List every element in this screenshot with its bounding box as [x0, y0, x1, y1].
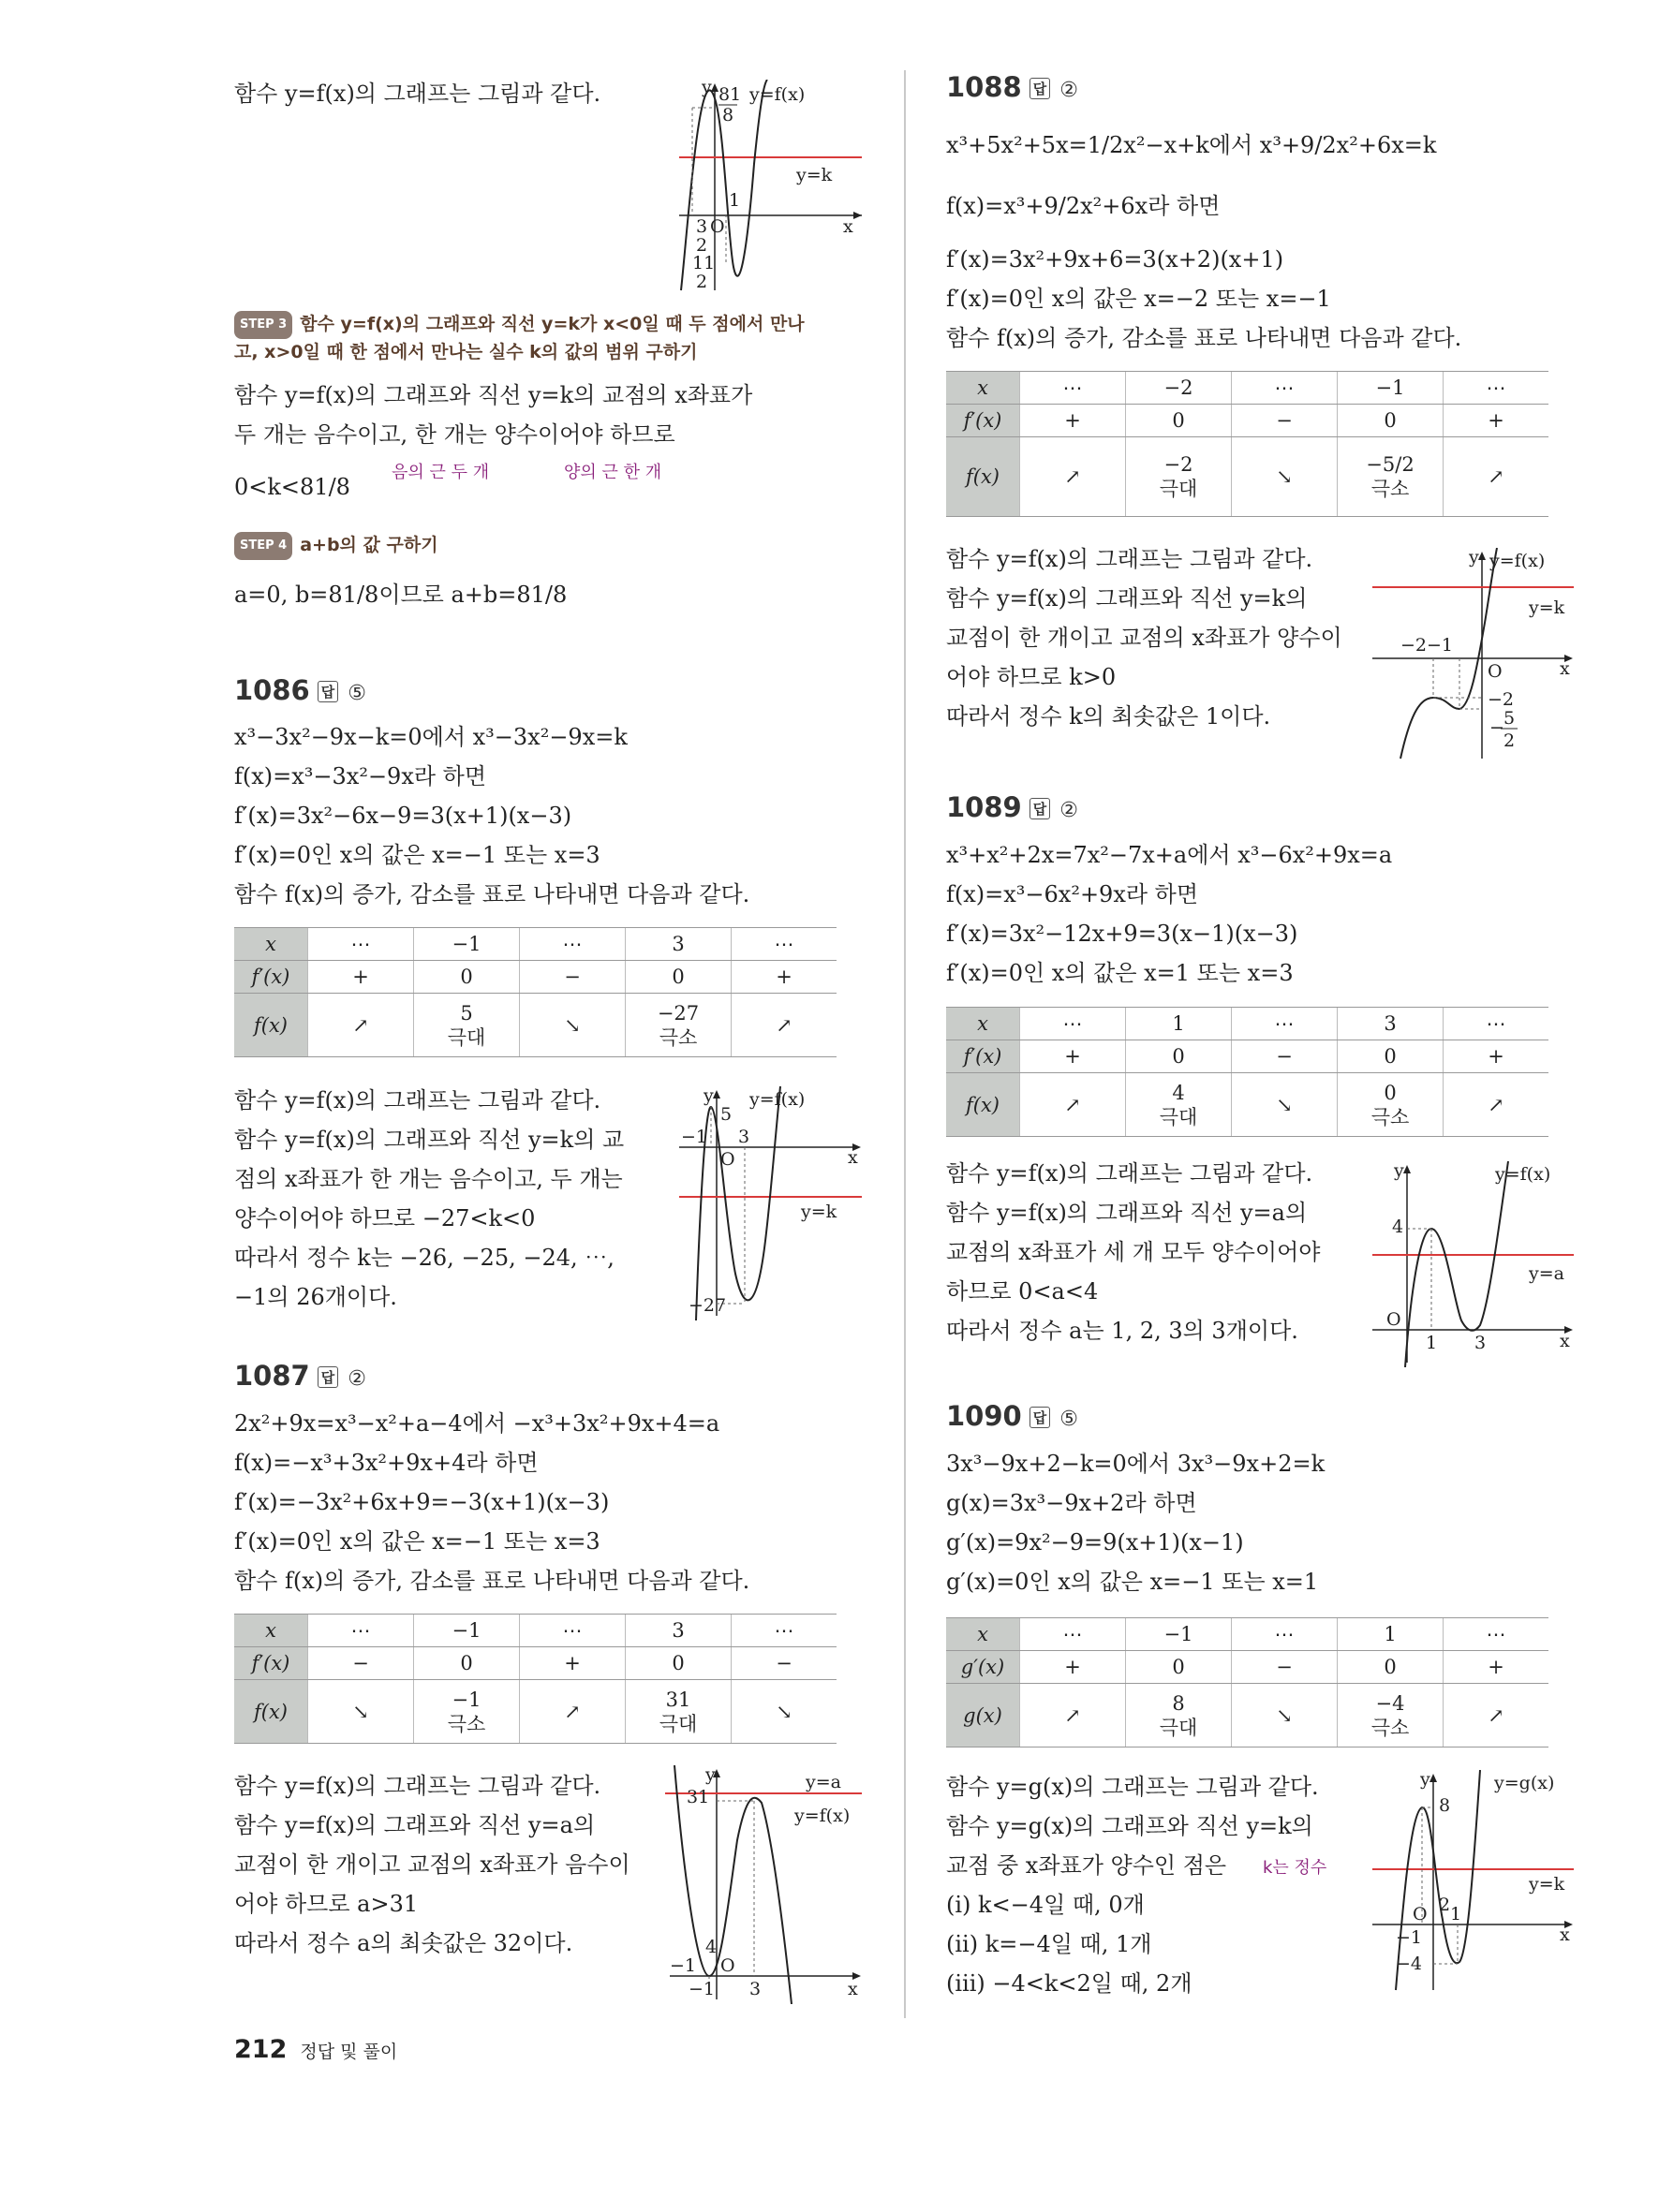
graph-1090	[1368, 1770, 1578, 1995]
g1086-five: 5	[720, 1104, 733, 1125]
p1088-tag: 답	[1029, 78, 1051, 99]
table-cell: x	[234, 1615, 308, 1647]
table-cell: ↗	[1020, 437, 1126, 517]
p1086-b5: 따라서 정수 k는 −26, −25, −24, ⋯,	[234, 1245, 615, 1271]
footer-title: 정답 및 풀이	[300, 2042, 398, 2062]
table-cell: ↘	[1232, 1073, 1338, 1137]
g1089-o: O	[1386, 1309, 1401, 1330]
g1086-y: y	[704, 1086, 714, 1106]
table-row	[946, 1008, 1548, 1040]
s3-body1: 함수 y=f(x)의 그래프와 직선 y=k의 교점의 x좌표가	[234, 382, 753, 408]
cell-label: 극소	[447, 1712, 486, 1735]
g1090-one: 1	[1450, 1904, 1462, 1924]
table-cell: −1	[414, 928, 520, 961]
table-cell	[1126, 1073, 1232, 1137]
g1087-x: x	[848, 1979, 858, 1999]
p1087-l3: f′(x)=−3x²+6x+9=−3(x+1)(x−3)	[234, 1489, 610, 1515]
g0-top-n: 81	[718, 84, 742, 105]
table-cell: f(x)	[946, 1073, 1020, 1137]
table-cell: +	[1444, 405, 1549, 437]
table-cell: ⋯	[1232, 1008, 1338, 1040]
g1090-m4: −4	[1396, 1954, 1423, 1974]
p1087-tag: 답	[318, 1366, 339, 1388]
g1088-y: y	[1469, 548, 1479, 568]
g0-y: y	[702, 80, 712, 97]
p1089-b5: 따라서 정수 a는 1, 2, 3의 3개이다.	[946, 1318, 1298, 1344]
table-cell: g′(x)	[946, 1651, 1020, 1684]
p1090-b5: (ⅱ) k=−4일 때, 1개	[946, 1931, 1152, 1957]
table-cell	[414, 1680, 520, 1744]
table-cell: 1	[1126, 1008, 1232, 1040]
g1088-minus: −	[1489, 717, 1504, 738]
s3-ineq: 0<k<81/8	[234, 474, 350, 500]
table-cell: 0	[626, 961, 732, 994]
table-cell: ⋯	[1232, 1618, 1338, 1651]
table-cell: 0	[626, 1647, 732, 1680]
p1090-table	[946, 1617, 1548, 1747]
graph-0	[670, 80, 867, 295]
g1086-three: 3	[738, 1127, 750, 1147]
cell-value: −5/2	[1366, 453, 1415, 476]
table-row	[946, 1618, 1548, 1651]
graph-1089	[1368, 1161, 1578, 1367]
g1090-k: y=k	[1529, 1874, 1565, 1895]
g0-a-n: 3	[696, 216, 708, 237]
table-cell: ⋯	[1020, 1618, 1126, 1651]
p1087-l2: f(x)=−x³+3x²+9x+4라 하면	[234, 1450, 539, 1476]
graph-1088	[1368, 548, 1578, 763]
table-cell: ↗	[1444, 1073, 1549, 1137]
problem-1090-heading	[946, 1400, 1078, 1432]
table-cell: g(x)	[946, 1684, 1020, 1747]
table-row	[234, 928, 837, 961]
cell-label: 극소	[1370, 1716, 1410, 1739]
table-cell: +	[308, 961, 414, 994]
cell-label: 극대	[1159, 1716, 1198, 1739]
table-cell: 0	[1126, 1651, 1232, 1684]
table-cell: +	[1020, 1651, 1126, 1684]
page-number: 212	[234, 2035, 288, 2064]
g1090-o: O	[1413, 1904, 1428, 1924]
p1090-answer: ⑤	[1059, 1408, 1078, 1431]
table-row	[234, 1647, 837, 1680]
table-cell: ⋯	[1232, 372, 1338, 405]
cell-label: 극소	[659, 1025, 698, 1049]
g0-o: O	[710, 216, 725, 237]
table-cell: f(x)	[234, 994, 308, 1057]
p1090-b4: (ⅰ) k<−4일 때, 0개	[946, 1892, 1145, 1918]
p1089-table	[946, 1007, 1548, 1137]
table-cell: 3	[1338, 1008, 1444, 1040]
problem-1086-heading	[234, 674, 366, 706]
table-cell: ↘	[308, 1680, 414, 1744]
column-divider	[904, 70, 906, 2018]
table-cell: −	[520, 961, 626, 994]
g0-x: x	[843, 216, 853, 237]
g1089-fx: y=f(x)	[1495, 1164, 1551, 1185]
cell-value: 8	[1172, 1691, 1185, 1715]
cell-value: 5	[460, 1001, 473, 1025]
p1089-b2: 함수 y=f(x)의 그래프와 직선 y=a의	[946, 1200, 1308, 1226]
g1089-x: x	[1560, 1331, 1570, 1351]
p1086-tag: 답	[318, 681, 339, 702]
g0-a-d: 2	[696, 235, 708, 256]
table-cell: 0	[1338, 1040, 1444, 1073]
table-cell: x	[946, 1008, 1020, 1040]
p1087-table	[234, 1614, 837, 1744]
p1090-l2: g(x)=3x³−9x+2라 하면	[946, 1490, 1197, 1516]
p1087-b3: 교점이 한 개이고 교점의 x좌표가 음수이	[234, 1851, 630, 1878]
p1088-answer: ②	[1059, 79, 1078, 102]
table-cell: +	[1444, 1040, 1549, 1073]
table-cell: x	[946, 372, 1020, 405]
table-cell: ⋯	[1444, 1618, 1549, 1651]
g1087-t31: 31	[687, 1787, 710, 1807]
p1087-l5: 함수 f(x)의 증가, 감소를 표로 나타내면 다음과 같다.	[234, 1568, 750, 1594]
p1086-b1: 함수 y=f(x)의 그래프는 그림과 같다.	[234, 1087, 601, 1113]
cell-label: 극대	[447, 1025, 486, 1049]
g1087-m1: −1	[670, 1955, 697, 1976]
g0-k: y=k	[796, 165, 833, 185]
step3-heading	[234, 311, 805, 365]
table-row	[946, 1040, 1548, 1073]
p1088-b2: 함수 y=f(x)의 그래프와 직선 y=k의	[946, 585, 1308, 612]
g1090-m1: −1	[1396, 1927, 1423, 1948]
p1089-answer: ②	[1059, 799, 1078, 822]
p1086-l1: x³−3x²−9x−k=0에서 x³−3x²−9x=k	[234, 724, 628, 750]
p1088-l3: f′(x)=3x²+9x+6=3(x+2)(x+1)	[946, 246, 1284, 273]
step4-badge: STEP 4	[234, 532, 292, 560]
table-cell: f(x)	[234, 1680, 308, 1744]
g1089-four: 4	[1392, 1217, 1404, 1237]
table-cell: f′(x)	[234, 1647, 308, 1680]
table-row	[946, 1073, 1548, 1137]
table-row	[946, 437, 1548, 517]
g1087-a: y=a	[806, 1772, 841, 1792]
g0-fx: y=f(x)	[749, 84, 806, 105]
table-cell: ↗	[1020, 1073, 1126, 1137]
table-cell: 0	[1338, 405, 1444, 437]
table-cell	[414, 994, 520, 1057]
g0-b-n: 11	[692, 253, 716, 273]
cell-value: −27	[657, 1001, 700, 1025]
p1088-b5: 따라서 정수 k의 최솟값은 1이다.	[946, 703, 1271, 730]
cell-value: 31	[665, 1688, 691, 1711]
p1089-l4: f′(x)=0인 x의 값은 x=1 또는 x=3	[946, 960, 1294, 986]
g1090-y: y	[1420, 1770, 1430, 1790]
step3-badge: STEP 3	[234, 311, 292, 339]
p1086-l4: f′(x)=0인 x의 값은 x=−1 또는 x=3	[234, 842, 600, 868]
g0-b-d: 2	[696, 272, 708, 292]
g0-top-d: 8	[722, 105, 734, 125]
g1090-two: 2	[1439, 1895, 1451, 1915]
table-cell: 0	[414, 1647, 520, 1680]
table-cell	[1126, 437, 1232, 517]
g1089-y: y	[1394, 1161, 1404, 1181]
table-row	[234, 961, 837, 994]
p1089-b4: 하므로 0<a<4	[946, 1278, 1099, 1305]
table-row	[946, 372, 1548, 405]
g1086-fx: y=f(x)	[749, 1089, 806, 1110]
table-cell: ↘	[732, 1680, 837, 1744]
table-row	[234, 994, 837, 1057]
table-cell	[1126, 1684, 1232, 1747]
table-cell: −2	[1126, 372, 1232, 405]
table-cell	[1338, 437, 1444, 517]
p1089-b3: 교점의 x좌표가 세 개 모두 양수이어야	[946, 1239, 1321, 1265]
p1086-b4: 양수이어야 하므로 −27<k<0	[234, 1205, 536, 1231]
note-k-integer: k는 정수	[1263, 1858, 1327, 1878]
p1086-answer: ⑤	[348, 682, 366, 705]
graph-1087	[660, 1765, 867, 2004]
table-cell: −1	[1338, 372, 1444, 405]
g1089-three: 3	[1474, 1333, 1487, 1353]
g1087-o: O	[720, 1955, 735, 1976]
p1087-number: 1087	[234, 1360, 310, 1392]
cell-value: −1	[452, 1688, 481, 1711]
g1087-four: 4	[705, 1937, 718, 1957]
problem-1089-heading	[946, 791, 1078, 823]
g1086-m27: −27	[689, 1295, 727, 1316]
p1088-b1: 함수 y=f(x)의 그래프는 그림과 같다.	[946, 546, 1313, 572]
p1087-l1: 2x²+9x=x³−x²+a−4에서 −x³+3x²+9x+4=a	[234, 1410, 720, 1437]
problem-1087-heading	[234, 1360, 366, 1392]
g1086-o: O	[720, 1149, 735, 1170]
g1086-k: y=k	[801, 1202, 837, 1222]
cell-value: 4	[1172, 1081, 1185, 1104]
s3-body2: 두 개는 음수이고, 한 개는 양수이어야 하므로	[234, 421, 675, 448]
p1086-table	[234, 927, 837, 1057]
table-cell: ⋯	[732, 928, 837, 961]
p1088-b3: 교점이 한 개이고 교점의 x좌표가 양수이	[946, 625, 1342, 651]
p1087-b1: 함수 y=f(x)의 그래프는 그림과 같다.	[234, 1773, 601, 1799]
table-cell: −	[732, 1647, 837, 1680]
note-positive-root: 양의 근 한 개	[564, 463, 662, 482]
table-cell: ⋯	[520, 1615, 626, 1647]
table-cell: ⋯	[732, 1615, 837, 1647]
p1090-l4: g′(x)=0인 x의 값은 x=−1 또는 x=1	[946, 1569, 1319, 1595]
p1088-l1: x³+5x²+5x=1/2x²−x+k에서 x³+9/2x²+6x=k	[946, 132, 1437, 158]
table-cell: f′(x)	[946, 405, 1020, 437]
table-cell: x	[946, 1618, 1020, 1651]
p1086-l2: f(x)=x³−3x²−9x라 하면	[234, 763, 487, 789]
table-cell: ↘	[1232, 1684, 1338, 1747]
table-row	[946, 1651, 1548, 1684]
table-cell: 0	[414, 961, 520, 994]
table-cell: −1	[414, 1615, 520, 1647]
cell-value: 0	[1384, 1081, 1397, 1104]
g1088-x: x	[1560, 658, 1570, 679]
p1089-l2: f(x)=x³−6x²+9x라 하면	[946, 881, 1199, 907]
g1088-m5: 5	[1503, 708, 1516, 729]
table-cell: +	[1020, 1040, 1126, 1073]
table-cell: 0	[1126, 405, 1232, 437]
table-cell: 0	[1126, 1040, 1232, 1073]
table-cell: +	[732, 961, 837, 994]
g1087-m1b: −1	[689, 1979, 716, 1999]
p1088-l2: f(x)=x³+9/2x²+6x라 하면	[946, 193, 1221, 219]
table-cell: ↗	[1444, 437, 1549, 517]
p1086-b2: 함수 y=f(x)의 그래프와 직선 y=k의 교	[234, 1127, 625, 1153]
p1088-l5: 함수 f(x)의 증가, 감소를 표로 나타내면 다음과 같다.	[946, 325, 1462, 351]
table-cell	[1338, 1073, 1444, 1137]
table-cell: ⋯	[520, 928, 626, 961]
table-row	[234, 1615, 837, 1647]
graph-1086	[670, 1086, 867, 1325]
table-cell: +	[1020, 405, 1126, 437]
intro-text: 함수 y=f(x)의 그래프는 그림과 같다.	[234, 81, 601, 107]
g1086-x: x	[848, 1147, 858, 1168]
step3-line2: 고, x>0일 때 한 점에서 만나는 실수 k의 값의 범위 구하기	[234, 342, 698, 362]
cell-value: −4	[1375, 1691, 1405, 1715]
table-cell	[626, 994, 732, 1057]
g1088-k: y=k	[1529, 597, 1565, 618]
table-cell	[1338, 1684, 1444, 1747]
p1090-l3: g′(x)=9x²−9=9(x+1)(x−1)	[946, 1529, 1244, 1556]
p1089-tag: 답	[1029, 798, 1051, 819]
p1086-b6: −1의 26개이다.	[234, 1284, 397, 1310]
table-cell: ↘	[520, 994, 626, 1057]
p1090-tag: 답	[1029, 1407, 1051, 1428]
p1087-b4: 어야 하므로 a>31	[234, 1891, 419, 1917]
table-cell: ↗	[520, 1680, 626, 1744]
p1088-l4: f′(x)=0인 x의 값은 x=−2 또는 x=−1	[946, 286, 1331, 312]
cell-label: 극소	[1370, 478, 1410, 500]
g1088-d2: 2	[1503, 730, 1516, 751]
table-cell: −	[308, 1647, 414, 1680]
g1088-m2m1: −2−1	[1400, 635, 1454, 656]
p1090-number: 1090	[946, 1400, 1022, 1432]
p1088-table	[946, 371, 1548, 517]
cell-label: 극대	[1159, 1105, 1198, 1128]
p1087-l4: f′(x)=0인 x의 값은 x=−1 또는 x=3	[234, 1528, 600, 1555]
g1090-eight: 8	[1439, 1795, 1451, 1816]
g1087-three: 3	[749, 1979, 762, 1999]
table-cell: +	[520, 1647, 626, 1680]
p1089-b1: 함수 y=f(x)의 그래프는 그림과 같다.	[946, 1160, 1313, 1187]
table-cell: ⋯	[308, 1615, 414, 1647]
table-cell: ↗	[1020, 1684, 1126, 1747]
table-row	[234, 1680, 837, 1744]
p1089-l1: x³+x²+2x=7x²−7x+a에서 x³−6x²+9x=a	[946, 842, 1393, 868]
p1087-b2: 함수 y=f(x)의 그래프와 직선 y=a의	[234, 1812, 596, 1838]
table-cell: 1	[1338, 1618, 1444, 1651]
p1088-b4: 어야 하므로 k>0	[946, 664, 1117, 690]
step4-text: a+b의 값 구하기	[300, 535, 438, 555]
p1089-l3: f′(x)=3x²−12x+9=3(x−1)(x−3)	[946, 921, 1298, 947]
g1088-o: O	[1488, 661, 1503, 682]
table-cell: ⋯	[1020, 372, 1126, 405]
table-row	[946, 405, 1548, 437]
table-cell: −1	[1126, 1618, 1232, 1651]
g1087-fx: y=f(x)	[794, 1806, 851, 1826]
table-cell	[626, 1680, 732, 1744]
table-cell: x	[234, 928, 308, 961]
p1090-b3: 교점 중 x좌표가 양수인 점은	[946, 1852, 1227, 1879]
cell-value: −2	[1163, 453, 1193, 476]
s4-body: a=0, b=81/8이므로 a+b=81/8	[234, 582, 568, 608]
g1088-fx: y=f(x)	[1489, 551, 1546, 571]
p1090-l1: 3x³−9x+2−k=0에서 3x³−9x+2=k	[946, 1451, 1326, 1477]
g1090-x: x	[1560, 1924, 1570, 1945]
table-cell: −	[1232, 405, 1338, 437]
g1087-y: y	[705, 1765, 716, 1785]
p1087-answer: ②	[348, 1367, 366, 1391]
cell-label: 극대	[1159, 478, 1198, 500]
g1088-m2: −2	[1488, 689, 1515, 710]
p1086-number: 1086	[234, 674, 310, 706]
p1086-l3: f′(x)=3x²−6x−9=3(x+1)(x−3)	[234, 803, 572, 829]
table-cell: ⋯	[1444, 1008, 1549, 1040]
table-cell: −	[1232, 1651, 1338, 1684]
table-cell: f′(x)	[234, 961, 308, 994]
table-cell: ⋯	[308, 928, 414, 961]
note-negative-roots: 음의 근 두 개	[392, 463, 490, 482]
g1090-gx: y=g(x)	[1494, 1773, 1555, 1793]
table-cell: −	[1232, 1040, 1338, 1073]
table-cell: ⋯	[1020, 1008, 1126, 1040]
p1086-b3: 점의 x좌표가 한 개는 음수이고, 두 개는	[234, 1166, 623, 1192]
g1086-m1: −1	[681, 1127, 708, 1147]
table-cell: ↗	[732, 994, 837, 1057]
g0-one: 1	[729, 190, 741, 211]
step3-line1: 함수 y=f(x)의 그래프와 직선 y=k가 x<0일 때 두 점에서 만나	[300, 314, 805, 334]
cell-label: 극대	[659, 1712, 698, 1735]
p1089-number: 1089	[946, 791, 1022, 823]
problem-1088-heading	[946, 71, 1078, 103]
p1087-b5: 따라서 정수 a의 최솟값은 32이다.	[234, 1930, 573, 1956]
g1089-a: y=a	[1529, 1263, 1564, 1284]
p1090-b2: 함수 y=g(x)의 그래프와 직선 y=k의	[946, 1813, 1313, 1839]
table-cell: f(x)	[946, 437, 1020, 517]
table-cell: ↗	[308, 994, 414, 1057]
table-cell: ↗	[1444, 1684, 1549, 1747]
p1088-number: 1088	[946, 71, 1022, 103]
g1089-one: 1	[1426, 1333, 1438, 1353]
p1090-b6: (ⅲ) −4<k<2일 때, 2개	[946, 1970, 1192, 1997]
page-footer	[234, 2035, 397, 2064]
table-cell: f′(x)	[946, 1040, 1020, 1073]
table-row	[946, 1684, 1548, 1747]
p1086-l5: 함수 f(x)의 증가, 감소를 표로 나타내면 다음과 같다.	[234, 881, 750, 907]
table-cell: +	[1444, 1651, 1549, 1684]
p1090-b1: 함수 y=g(x)의 그래프는 그림과 같다.	[946, 1774, 1319, 1800]
table-cell: 3	[626, 928, 732, 961]
table-cell: 3	[626, 1615, 732, 1647]
table-cell: 0	[1338, 1651, 1444, 1684]
table-cell: ⋯	[1444, 372, 1549, 405]
table-cell: ↘	[1232, 437, 1338, 517]
step4-heading	[234, 532, 438, 560]
cell-label: 극소	[1370, 1105, 1410, 1128]
